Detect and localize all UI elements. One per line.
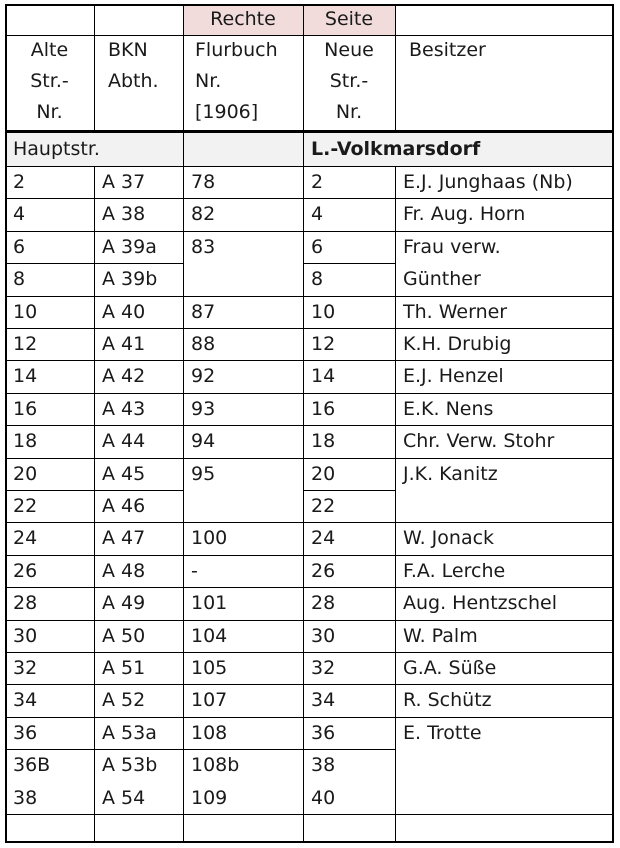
cell-besitzer: E.K. Nens [403,397,494,420]
table-row [5,328,614,360]
row-line [303,263,395,264]
cell-flurbuch: 104 [191,624,228,647]
cell-alte-nr: 28 [13,592,38,615]
cell-neue-nr: 18 [311,430,336,453]
row-line [303,717,395,718]
row-line [5,490,183,491]
cell-alte-nr: 34 [13,689,38,712]
cell-neue-nr: 38 [311,754,336,777]
row-line [395,587,614,588]
cell-flurbuch: 101 [191,592,228,615]
cell-flurbuch: 108 [191,721,228,744]
cell-besitzer [395,490,614,522]
row-line [183,296,303,297]
row-line [303,198,395,199]
header-top-c5 [395,4,614,35]
cell-flurbuch [183,263,303,295]
row-line [5,684,183,685]
cell-neue-nr: 34 [311,689,336,712]
row-line [5,263,183,264]
col-line-4 [395,166,396,843]
row-line [395,425,614,426]
cell-bkn: A 44 [102,430,146,453]
row-line [395,814,614,815]
cell-alte-nr: 16 [13,397,38,420]
row-line [303,231,395,232]
cell-neue-nr: 14 [311,365,336,388]
cell-bkn: A 40 [102,300,146,323]
cell-neue-nr: 36 [311,721,336,744]
row-line [5,231,183,232]
cell-bkn: A 53a [102,721,157,744]
cell-besitzer: R. Schütz [403,689,492,712]
row-line [303,749,395,750]
cell-flurbuch: 100 [191,527,228,550]
cell-besitzer: W. Palm [403,624,478,647]
row-line [5,749,183,750]
cell-besitzer: K.H. Drubig [403,333,512,355]
row-line [303,555,395,556]
table-row [5,490,614,522]
header-top-line [5,35,614,36]
row-line [183,684,303,685]
row-line [303,490,395,491]
row-line [183,522,303,523]
header-neue-str-nr: Neue Str.- Nr. [324,39,374,123]
row-line [183,231,303,232]
row-line [5,555,183,556]
row-line [395,717,614,718]
cell-neue-nr: 8 [311,268,324,291]
header-top-c1 [5,4,94,35]
row-line [5,652,183,653]
cell-alte-nr: 6 [13,235,26,258]
cell-besitzer: Frau verw. [403,235,501,258]
cell-besitzer: Aug. Hentzschel [403,592,557,615]
table-row [5,360,614,392]
cell-flurbuch [183,490,303,522]
table-row [5,458,614,490]
row-line [303,684,395,685]
row-line [395,522,614,523]
cell-alte-nr: 26 [13,559,38,582]
cell-besitzer: W. Jonack [403,527,495,550]
row-line [395,684,614,685]
cell-besitzer: Fr. Aug. Horn [403,203,526,226]
cell-flurbuch: 82 [191,203,216,226]
row-line [183,620,303,621]
row-line [395,458,614,459]
cell-neue-nr: 28 [311,592,336,615]
row-line [395,360,614,361]
cell-flurbuch [183,814,303,846]
cell-flurbuch: 88 [191,333,216,355]
cell-bkn: A 53b [102,754,158,777]
col-line-4-header [395,4,396,132]
cell-neue-nr: 30 [311,624,336,647]
cell-alte-nr: 8 [13,268,26,291]
header-top-row [5,4,614,35]
cell-besitzer: E.J. Junghaas (Nb) [403,171,573,193]
cell-bkn: A 54 [102,786,146,809]
row-line [183,425,303,426]
cell-flurbuch: 108b [191,754,240,777]
cell-flurbuch: 95 [191,462,216,485]
table-row [5,522,614,554]
cell-bkn: A 41 [102,333,146,355]
cell-bkn: A 45 [102,462,146,485]
row-line [183,587,303,588]
cell-alte-nr: 20 [13,462,38,485]
cell-alte-nr: 36 [13,721,38,744]
cell-flurbuch: 78 [191,171,216,193]
row-line [5,717,183,718]
row-line [303,360,395,361]
row-line [303,522,395,523]
cell-alte-nr: 38 [13,786,38,809]
row-line [183,458,303,459]
cell-alte-nr: 32 [13,657,38,679]
cell-besitzer: F.A. Lerche [403,559,506,582]
cell-neue-nr: 24 [311,527,336,550]
table-row [5,620,614,652]
table-row [5,198,614,230]
table-row [5,555,614,587]
cell-alte-nr: 18 [13,430,38,453]
table-row [5,652,614,684]
table-row [5,231,614,263]
cell-flurbuch: 107 [191,689,228,712]
cell-bkn: A 46 [102,495,146,517]
cell-flurbuch: 109 [191,786,228,809]
row-line [5,458,183,459]
cell-neue-nr: 20 [311,462,336,485]
header-bkn-abth: BKN Abth. [108,39,159,92]
cell-flurbuch: 87 [191,300,216,323]
cell-besitzer [395,749,614,781]
cell-neue-nr: 2 [311,171,324,193]
row-line [303,814,395,815]
row-line [5,425,183,426]
table-row [5,814,614,846]
cell-besitzer: G.A. Süße [403,657,497,679]
row-line [303,393,395,394]
row-line [303,587,395,588]
row-line [183,393,303,394]
table-row [5,425,614,457]
table-row [5,263,614,295]
cell-neue-nr [303,814,395,846]
cell-alte-nr: 2 [13,171,26,193]
row-line [5,296,183,297]
cell-neue-nr: 16 [311,397,336,420]
row-line [5,360,183,361]
cell-flurbuch: 93 [191,397,216,420]
cell-neue-nr: 4 [311,203,324,226]
header-top-c2 [94,4,183,35]
row-line [303,652,395,653]
cell-bkn: A 50 [102,624,146,647]
cell-flurbuch: 92 [191,365,216,388]
row-line [183,652,303,653]
section-district: L.-Volkmarsdorf [311,138,481,160]
header-top-rechte: Rechte [183,4,303,35]
cell-besitzer: E. Trotte [403,721,482,744]
cell-alte-nr: 22 [13,495,38,517]
table-row [5,717,614,749]
row-line [303,425,395,426]
table-row [5,587,614,619]
section-row [5,132,614,166]
row-line [5,393,183,394]
row-line [5,522,183,523]
row-line [183,814,303,815]
cell-alte-nr: 10 [13,300,38,323]
row-line [395,296,614,297]
cell-alte-nr: 30 [13,624,38,647]
header-top-seite: Seite [303,4,395,35]
cell-flurbuch: 83 [191,235,216,258]
header-besitzer: Besitzer [409,39,486,61]
table-row [5,296,614,328]
cell-besitzer [395,814,614,846]
header-divider [5,130,614,133]
row-line [183,328,303,329]
cell-bkn: A 39a [102,235,157,258]
cell-neue-nr: 10 [311,300,336,323]
cell-alte-nr: 14 [13,365,38,388]
row-line [395,652,614,653]
table-row [5,393,614,425]
row-line [303,296,395,297]
table-row [5,749,614,781]
row-line [395,231,614,232]
row-line [5,198,183,199]
row-line [395,393,614,394]
cell-neue-nr: 12 [311,333,336,355]
row-line [183,749,303,750]
cell-besitzer [395,782,614,814]
table-row [5,166,614,198]
cell-bkn: A 51 [102,657,146,679]
row-line [395,620,614,621]
cell-alte-nr [5,814,94,846]
section-street: Hauptstr. [13,138,100,160]
row-line [303,620,395,621]
cell-alte-nr: 24 [13,527,38,550]
cell-bkn: A 38 [102,203,146,226]
cell-besitzer: Günther [403,268,481,291]
row-line [183,555,303,556]
row-line [303,328,395,329]
cell-alte-nr: 12 [13,333,38,355]
row-line [395,555,614,556]
row-line [5,328,183,329]
row-line [395,328,614,329]
row-line [183,717,303,718]
row-line [303,458,395,459]
row-line [5,814,183,815]
cell-bkn: A 39b [102,268,158,291]
cell-neue-nr: 26 [311,559,336,582]
cell-bkn: A 48 [102,559,146,582]
cell-bkn: A 47 [102,527,146,550]
cell-besitzer: J.K. Kanitz [403,462,498,485]
header-row [5,35,614,130]
owner-table [5,4,614,843]
cell-neue-nr: 40 [311,786,336,809]
cell-bkn: A 43 [102,397,146,420]
row-line [5,587,183,588]
cell-besitzer: E.J. Henzel [403,365,504,388]
cell-flurbuch: - [191,559,198,582]
cell-bkn: A 52 [102,689,146,712]
cell-besitzer: Chr. Verw. Stohr [403,430,555,453]
cell-bkn [94,814,183,846]
cell-neue-nr: 32 [311,657,336,679]
row-line [183,198,303,199]
table-row [5,782,614,814]
cell-besitzer: Th. Werner [403,300,508,323]
cell-neue-nr: 6 [311,235,324,258]
cell-flurbuch: 105 [191,657,228,679]
cell-bkn: A 49 [102,592,146,615]
header-alte-str-nr: Alte Str.- Nr. [30,39,69,123]
col-line-1 [94,166,95,843]
cell-flurbuch: 94 [191,430,216,453]
col-line-1-header [94,4,95,132]
cell-neue-nr: 22 [311,495,336,517]
cell-alte-nr: 4 [13,203,26,226]
cell-alte-nr: 36B [13,754,51,777]
row-line [183,360,303,361]
row-line [395,198,614,199]
header-flurbuch-nr: Flurbuch Nr. [1906] [195,39,278,123]
row-line [5,620,183,621]
cell-bkn: A 42 [102,365,146,388]
cell-bkn: A 37 [102,171,146,193]
table-row [5,684,614,716]
section-bottom-line [5,166,614,167]
